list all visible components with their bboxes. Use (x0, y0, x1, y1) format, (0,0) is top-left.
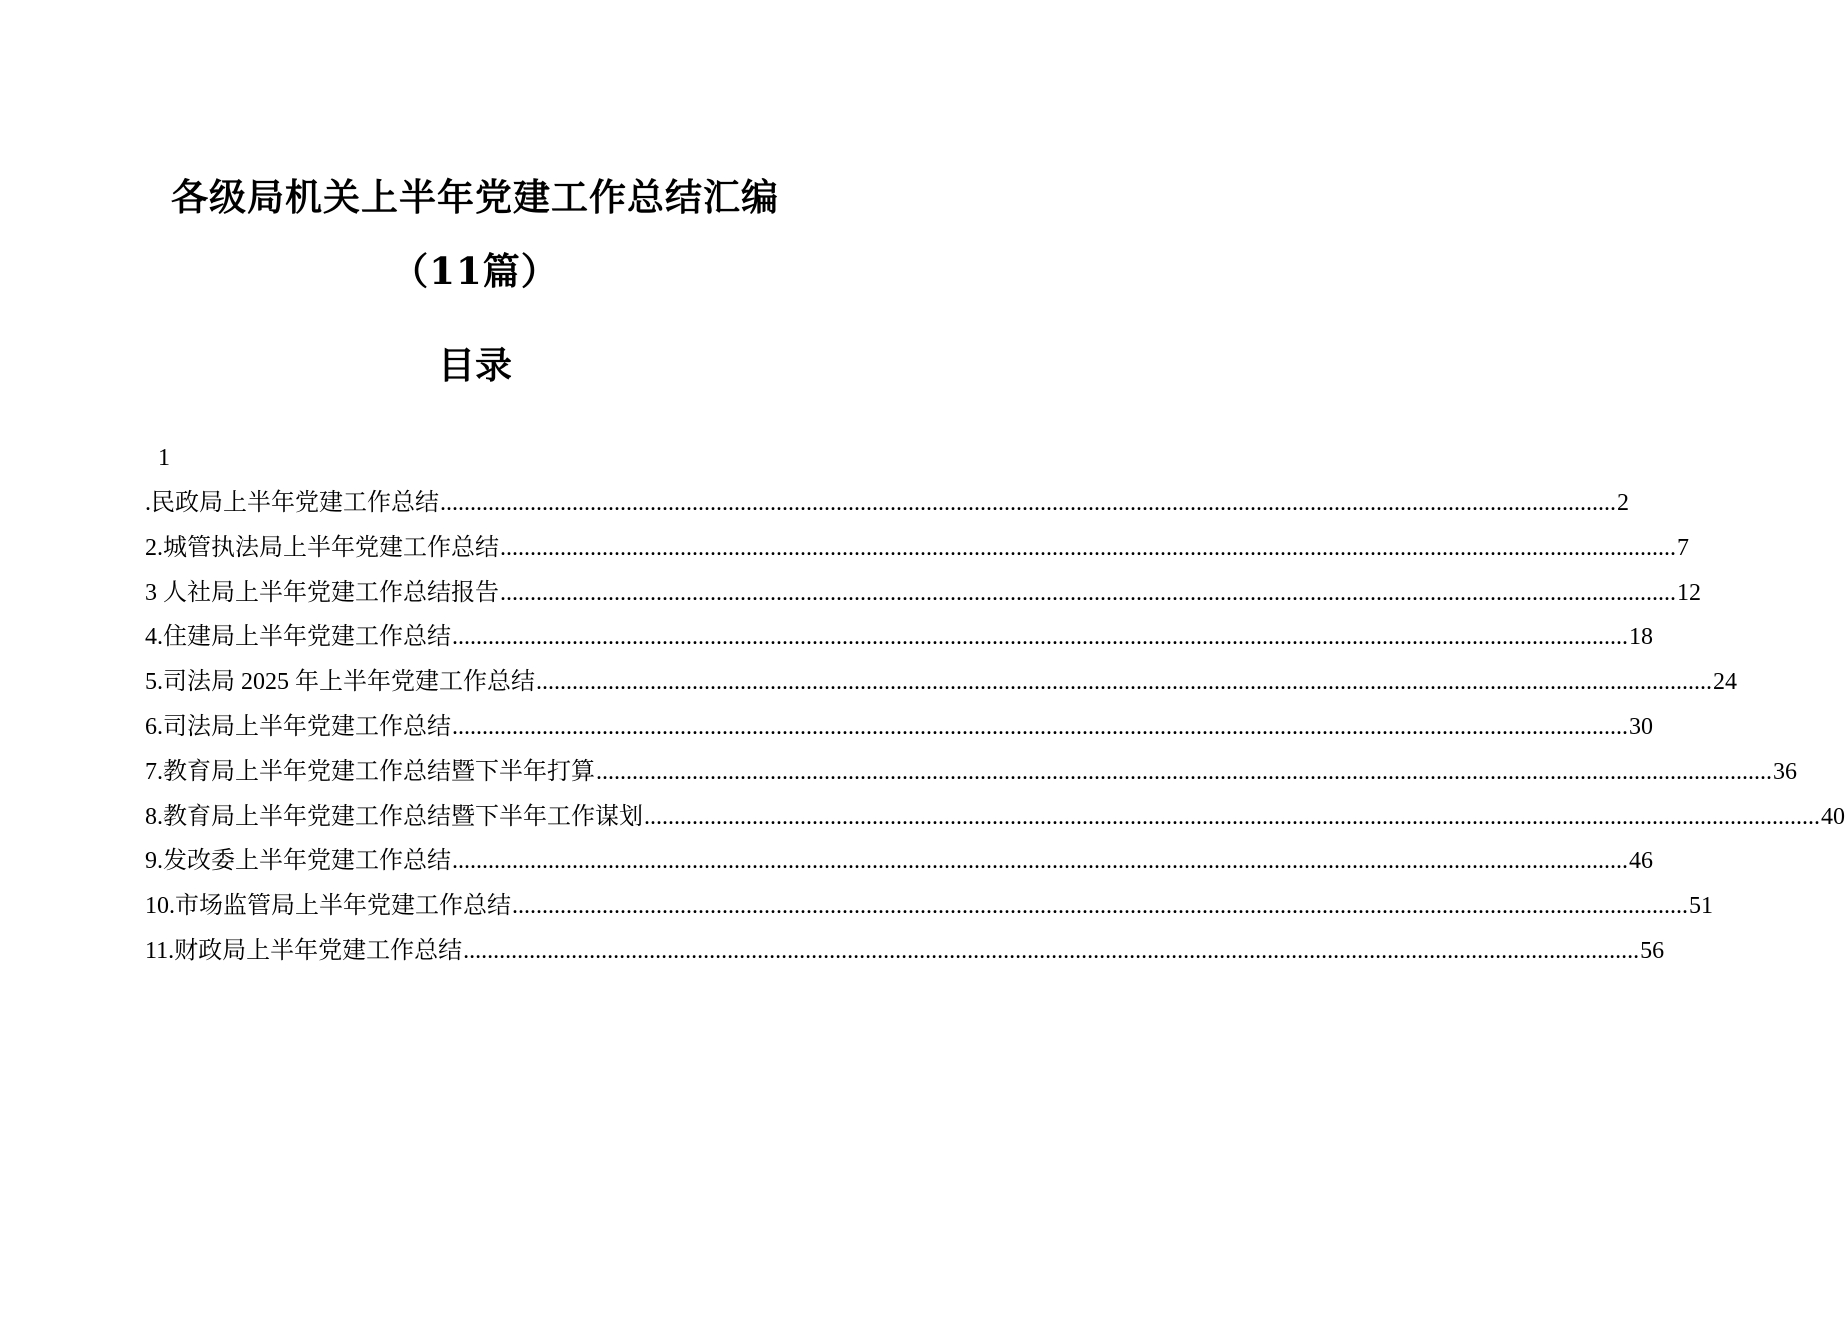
toc-entry-title: 2.城管执法局上半年党建工作总结 (145, 534, 499, 561)
toc-entry-title: 8.教育局上半年党建工作总结暨下半年工作谋划 (145, 803, 643, 830)
toc-entry[interactable] (145, 526, 1689, 571)
toc-entry-title: .民政局上半年党建工作总结 (145, 490, 439, 516)
toc-entry[interactable] (145, 929, 1665, 974)
toc-page-number: 24 (1713, 669, 1737, 696)
toc-entry-title: 5.司法局 2025 年上半年党建工作总结 (145, 669, 535, 696)
toc-entry[interactable] (145, 481, 1629, 526)
toc-entry[interactable] (145, 795, 1845, 840)
toc-page-number: 46 (1629, 848, 1653, 875)
toc-leader-dots: .................................................................................................................................................................................................... (500, 534, 1676, 561)
toc-leader-dots: .................................................................................................................................................................................................... (596, 758, 1772, 785)
toc-leader-dots: .................................................................................................................................................................................................... (452, 624, 1628, 651)
toc-leader-dots: .................................................................................................................................................................................................... (536, 669, 1712, 696)
toc-page-number: 12 (1677, 579, 1701, 606)
toc-leader-dots: .................................................................................................................................................................................................... (500, 579, 1676, 606)
toc-heading: 目录 (438, 343, 512, 387)
toc-entry-title: 6.司法局上半年党建工作总结 (145, 713, 451, 740)
toc-leader-dots: .................................................................................................................................................................................................... (644, 803, 1820, 830)
toc-entry[interactable] (145, 615, 1653, 660)
toc-leader-dots: .................................................................................................................................................................................................... (452, 848, 1628, 875)
toc-page-number: 30 (1629, 713, 1653, 740)
toc-page-number: 40 (1821, 803, 1845, 830)
toc-entry[interactable] (145, 705, 1653, 750)
toc-page-number: 36 (1773, 758, 1797, 785)
toc-entry-title: 9.发改委上半年党建工作总结 (145, 848, 451, 875)
toc-page-number: 56 (1640, 937, 1665, 964)
toc-lead-number: 1 (158, 445, 170, 471)
toc-leader-dots: .................................................................................................................................................................................................... (463, 937, 1640, 964)
toc-page-number: 18 (1629, 624, 1653, 651)
toc-page-number: 7 (1677, 534, 1689, 561)
toc-page-number: 51 (1689, 893, 1713, 920)
toc-entry[interactable] (145, 750, 1797, 795)
toc-entry[interactable] (145, 571, 1701, 616)
document-title: 各级局机关上半年党建工作总结汇编（11篇） (171, 175, 779, 293)
toc-entry[interactable] (145, 884, 1713, 929)
toc-entry[interactable] (145, 839, 1653, 884)
toc-entry-title: 10.市场监管局上半年党建工作总结 (145, 893, 511, 920)
toc-leader-dots: .................................................................................................................................................................................................... (440, 490, 1616, 516)
toc-page-number: 2 (1617, 490, 1629, 516)
toc-entry-title: 4.住建局上半年党建工作总结 (145, 624, 451, 651)
toc-entry-title: 7.教育局上半年党建工作总结暨下半年打算 (145, 758, 595, 785)
toc-entry-title: 11.财政局上半年党建工作总结 (145, 937, 463, 964)
toc-entry-title: 3 人社局上半年党建工作总结报告 (145, 579, 499, 606)
toc-leader-dots: .................................................................................................................................................................................................... (512, 893, 1688, 920)
toc-entry[interactable] (145, 660, 1737, 705)
table-of-contents (145, 481, 1845, 974)
toc-leader-dots: .................................................................................................................................................................................................... (452, 713, 1628, 740)
